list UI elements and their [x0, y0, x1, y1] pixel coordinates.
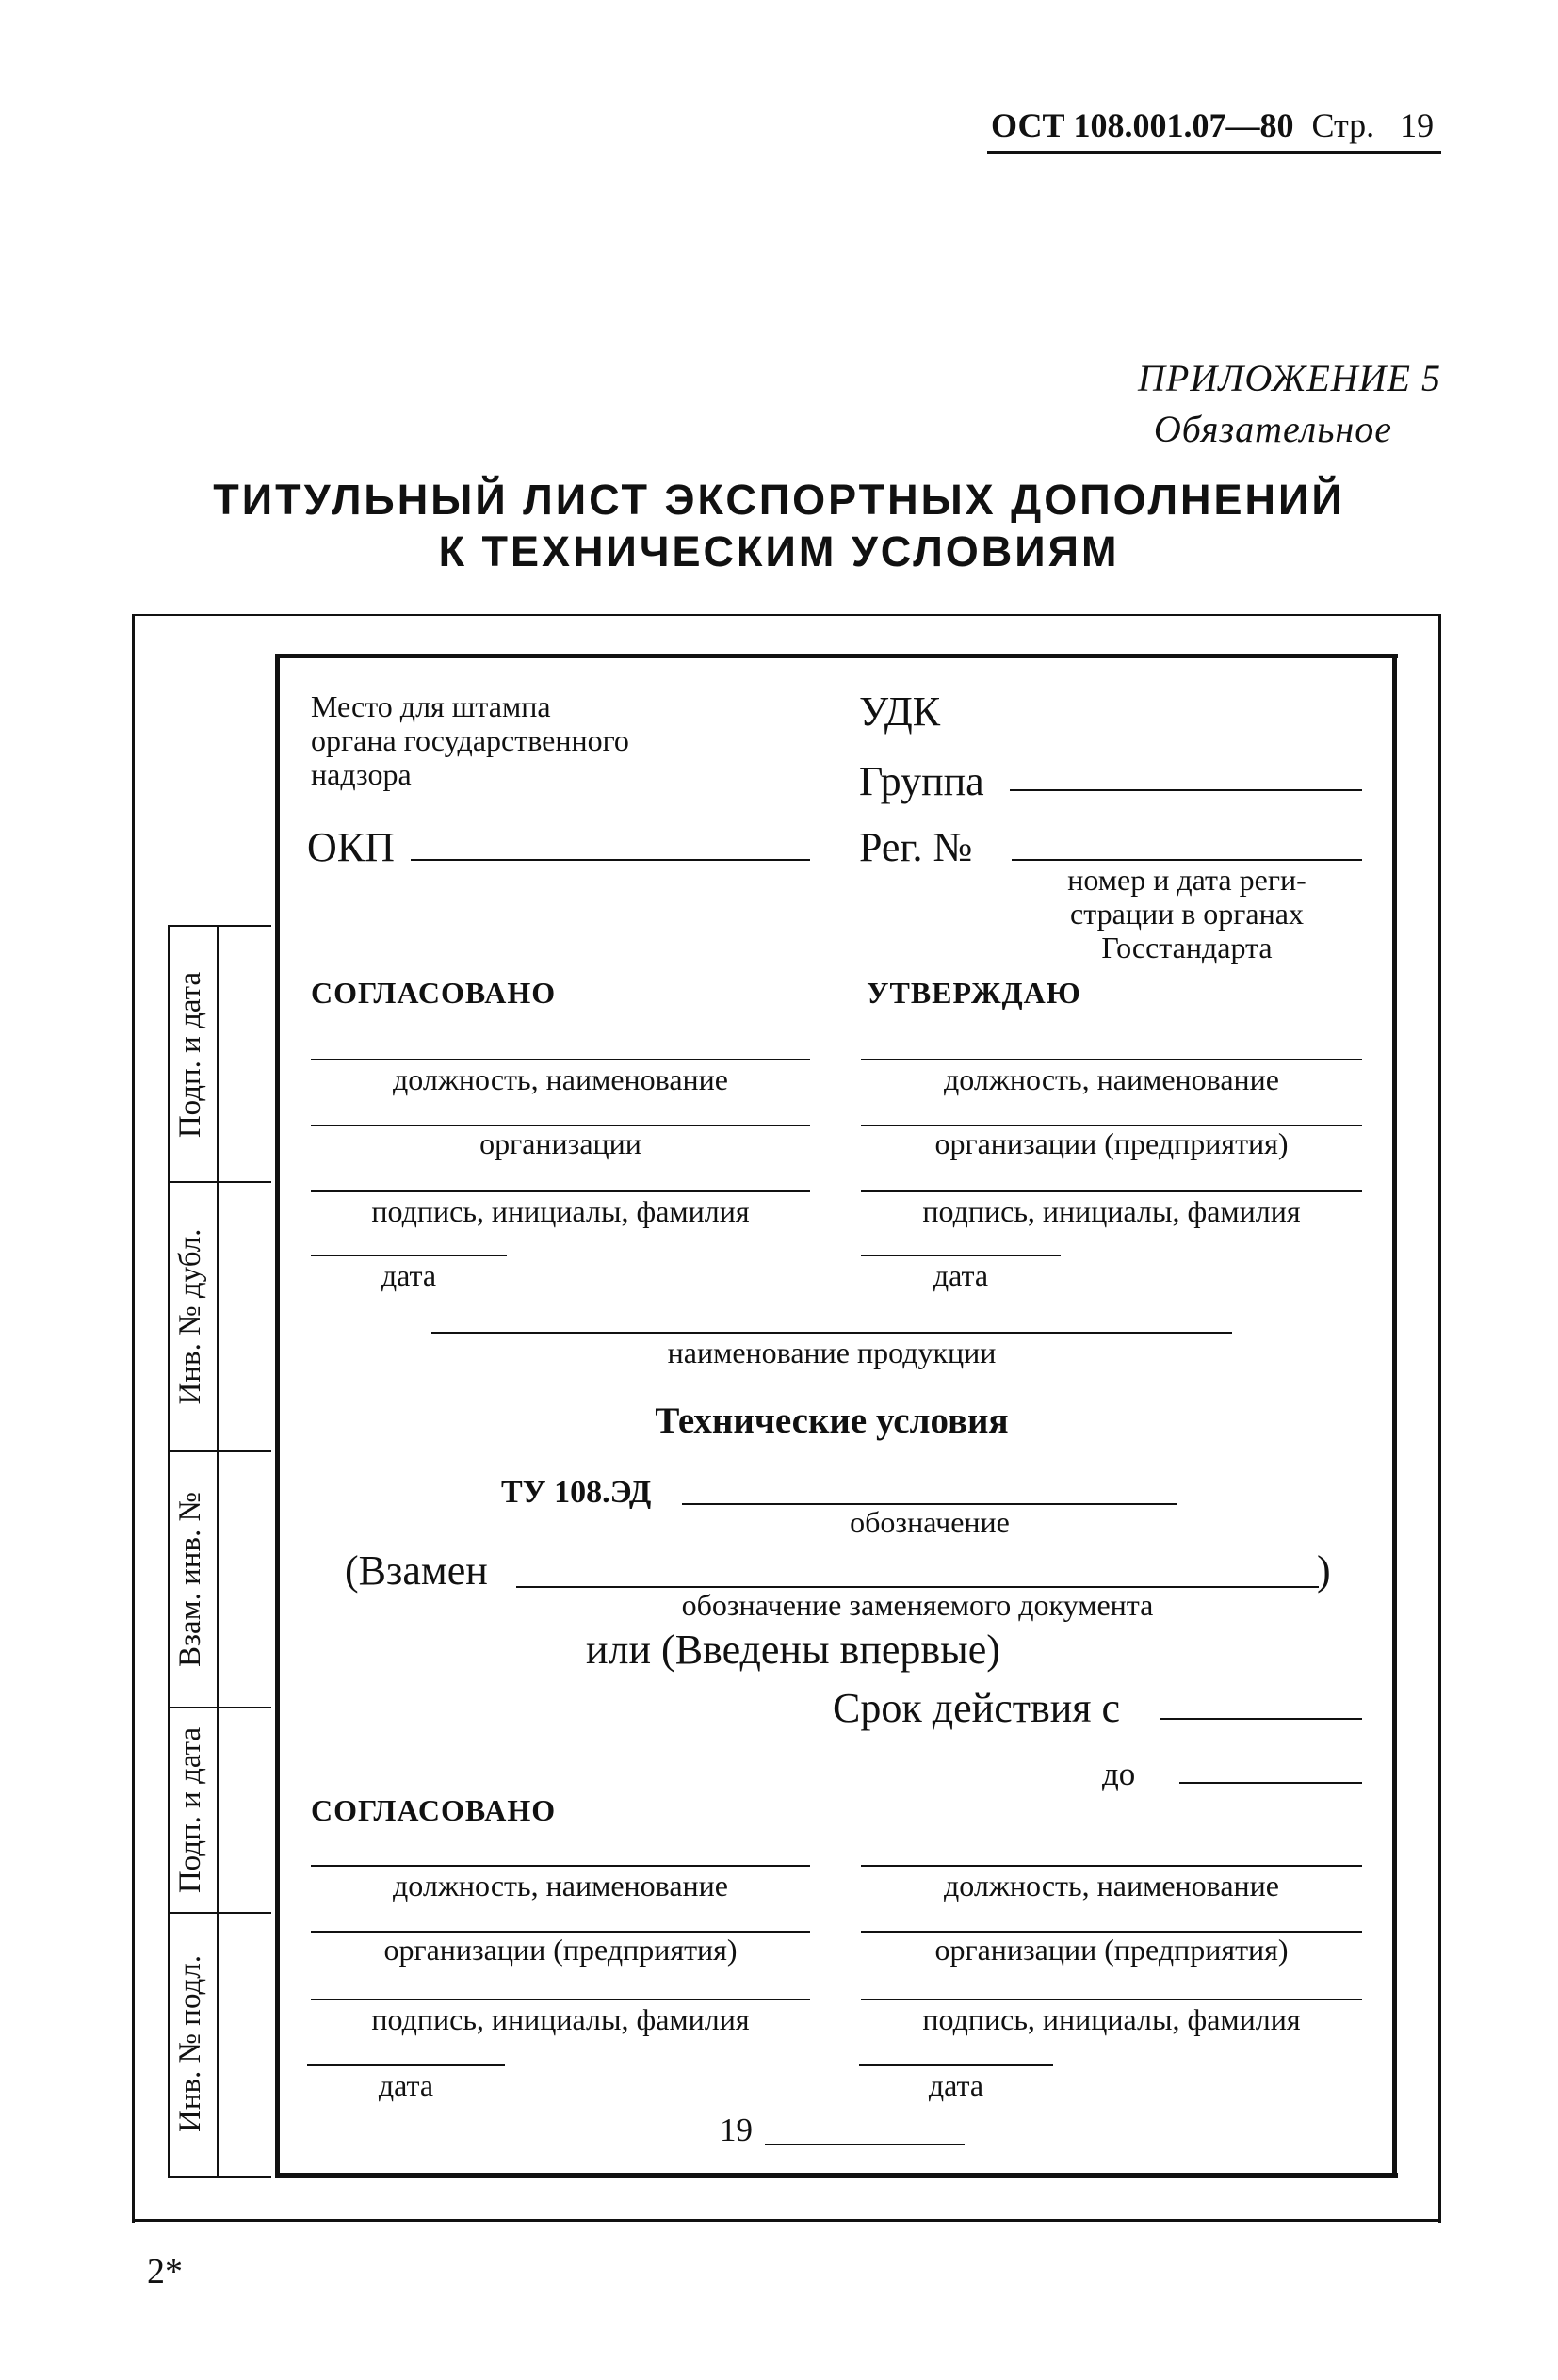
document-title-line1: ТИТУЛЬНЫЙ ЛИСТ ЭКСПОРТНЫХ ДОПОЛНЕНИЙ [213, 476, 1345, 524]
page-header [991, 105, 1434, 145]
side-divider-1 [168, 1181, 271, 1183]
product-name-caption: наименование продукции [667, 1336, 997, 1369]
or-introduced-first: или (Введены впервые) [586, 1627, 1000, 1673]
footer-mark: 2* [147, 2252, 183, 2291]
standard-number: ОСТ 108.001.07—80 [991, 106, 1294, 144]
outer-frame-left [132, 614, 135, 2223]
side-label-dup-inv: Инв. № дубл. [173, 1228, 207, 1405]
inner-frame-right [1392, 654, 1397, 2178]
left2-signature-line[interactable] [311, 1999, 810, 2000]
right-signature-caption: подпись, инициалы, фамилия [922, 1194, 1301, 1228]
appendix-status: Обязательное [1153, 408, 1392, 450]
okp-field-line[interactable] [411, 859, 810, 861]
tech-conditions-title: Технические условия [655, 1400, 1009, 1441]
okp-label: ОКП [307, 824, 395, 870]
inner-frame-bottom [275, 2173, 1398, 2178]
right-signature-line[interactable] [861, 1190, 1362, 1192]
right2-position-caption: должность, наименование [943, 1869, 1279, 1902]
right2-org-caption: организации (предприятия) [934, 1933, 1289, 1967]
appendix-label: ПРИЛОЖЕНИЕ 5 [1138, 357, 1441, 399]
right2-signature-line[interactable] [861, 1999, 1362, 2000]
left-date-line[interactable] [311, 1255, 507, 1256]
right2-signature-caption: подпись, инициалы, фамилия [922, 2002, 1301, 2036]
stamp-place-line2: органа государственного [311, 723, 629, 757]
header-underline [987, 151, 1441, 154]
inner-frame-left [275, 654, 280, 2178]
side-strip-mid [217, 925, 219, 2178]
replace-open: (Взамен [345, 1547, 488, 1594]
udk-label: УДК [859, 688, 941, 735]
reg-note-line1: номер и дата реги- [1067, 863, 1306, 897]
valid-to-line[interactable] [1179, 1782, 1362, 1784]
right2-date-line[interactable] [859, 2064, 1053, 2066]
outer-frame-right [1438, 614, 1441, 2223]
stamp-place-line1: Место для штампа [311, 689, 551, 723]
replace-close: ) [1317, 1547, 1331, 1594]
right-position-caption: должность, наименование [943, 1062, 1279, 1096]
agreed-heading-2: СОГЛАСОВАНО [311, 1793, 557, 1827]
page-label: Стр. [1311, 106, 1375, 144]
approve-heading: УТВЕРЖДАЮ [867, 976, 1081, 1010]
replaced-doc-caption: обозначение заменяемого документа [681, 1588, 1154, 1622]
side-label-orig-inv: Инв. № подл. [173, 1954, 207, 2133]
group-label: Группа [859, 758, 984, 804]
product-name-line[interactable] [431, 1332, 1232, 1334]
year-line[interactable] [765, 2144, 965, 2145]
valid-from-label: Срок действия с [833, 1685, 1121, 1731]
right-org-caption: организации (предприятия) [934, 1126, 1289, 1160]
side-label-sign-date-1: Подп. и дата [173, 971, 207, 1139]
left-org-caption: организации [479, 1126, 641, 1160]
left2-signature-caption: подпись, инициалы, фамилия [371, 2002, 750, 2036]
tu-code: ТУ 108.ЭД [501, 1475, 652, 1510]
left-position-line[interactable] [311, 1059, 810, 1060]
right2-position-line[interactable] [861, 1865, 1362, 1867]
right-date-caption: дата [933, 1258, 989, 1292]
side-strip-top [168, 925, 271, 927]
right2-date-caption: дата [928, 2068, 984, 2102]
left2-org-caption: организации (предприятия) [383, 1933, 738, 1967]
tu-designation-caption: обозначение [850, 1505, 1010, 1539]
left2-position-line[interactable] [311, 1865, 810, 1867]
left-signature-caption: подпись, инициалы, фамилия [371, 1194, 750, 1228]
right-date-line[interactable] [861, 1255, 1061, 1256]
page-number: 19 [1400, 106, 1435, 144]
left-signature-line[interactable] [311, 1190, 810, 1192]
outer-frame-top [132, 614, 1441, 616]
left2-position-caption: должность, наименование [392, 1869, 728, 1902]
valid-to-label: до [1102, 1756, 1136, 1792]
document-title-line2: К ТЕХНИЧЕСКИМ УСЛОВИЯМ [438, 527, 1120, 575]
side-label-sign-date-2: Подп. и дата [173, 1726, 207, 1894]
right-position-line[interactable] [861, 1059, 1362, 1060]
side-strip-bottom [168, 2176, 271, 2178]
agreed-heading-1: СОГЛАСОВАНО [311, 976, 557, 1010]
reg-label: Рег. № [859, 824, 973, 870]
outer-frame-bottom [132, 2219, 1441, 2222]
reg-field-line[interactable] [1012, 859, 1362, 861]
group-field-line[interactable] [1010, 789, 1362, 791]
valid-from-line[interactable] [1160, 1718, 1362, 1720]
reg-note-line3: Госстандарта [1101, 931, 1273, 964]
stamp-place-line3: надзора [311, 757, 412, 791]
side-label-repl-inv: Взам. инв. № [173, 1492, 207, 1667]
left2-date-line[interactable] [307, 2064, 505, 2066]
left-date-caption: дата [381, 1258, 437, 1292]
year-prefix: 19 [720, 2112, 753, 2148]
inner-frame-top [275, 654, 1398, 658]
left2-date-caption: дата [378, 2068, 434, 2102]
left-position-caption: должность, наименование [392, 1062, 728, 1096]
side-strip-left [168, 925, 170, 2178]
reg-note-line2: страции в органах [1070, 897, 1304, 931]
